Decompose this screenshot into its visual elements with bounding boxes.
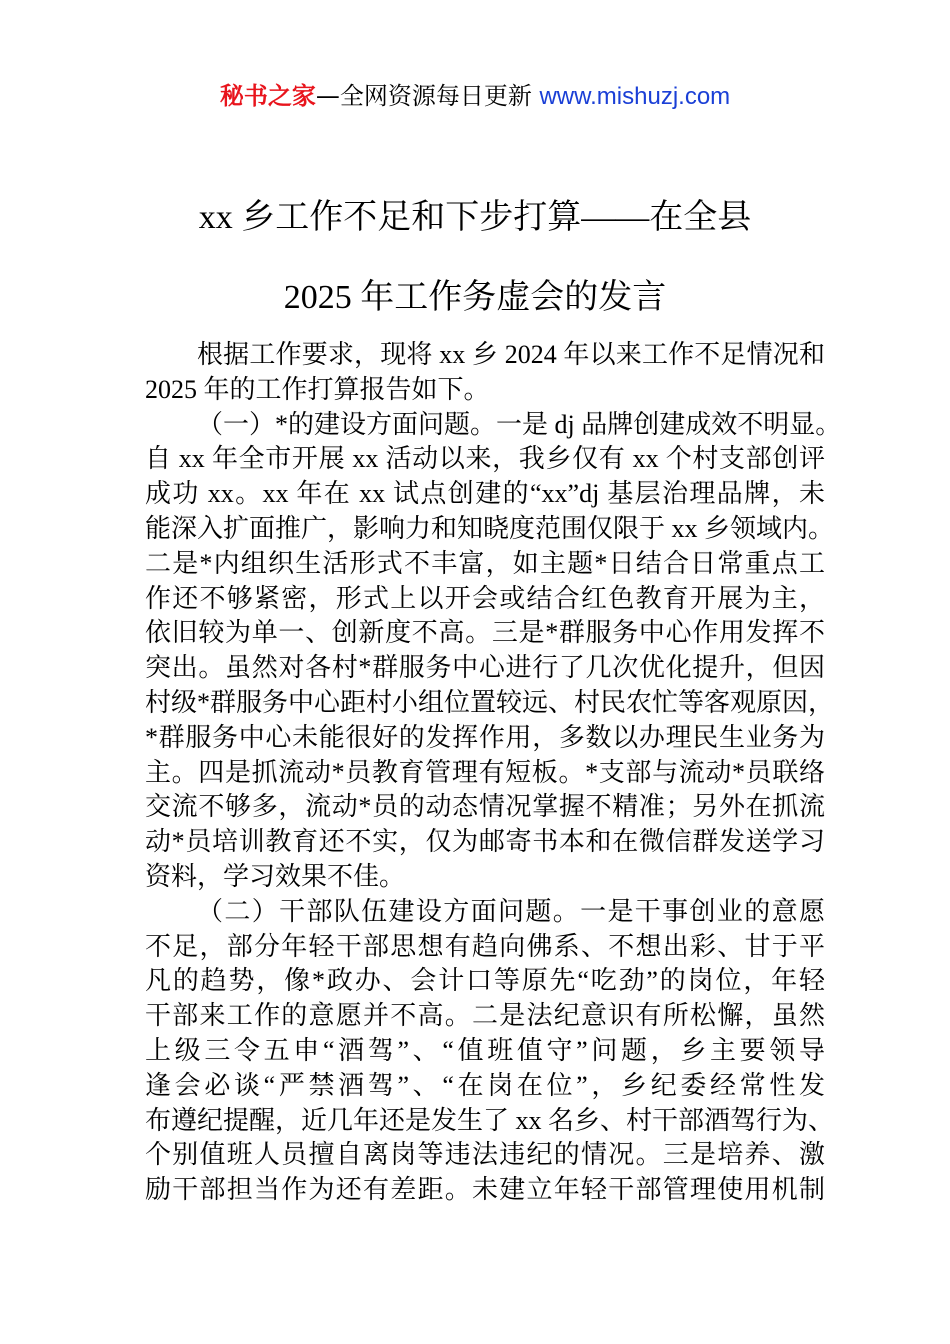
body-line: 村级*群服务中心距村小组位置较远、村民农忙等客观原因， — [145, 687, 835, 717]
body-line: （二）干部队伍建设方面问题。一是干事创业的意愿 — [197, 896, 825, 926]
body-line: 依旧较为单一、创新度不高。三是*群服务中心作用发挥不 — [145, 618, 825, 648]
body-line: 逢会必谈“严禁酒驾”、“在岗在位”，乡纪委经常性发 — [145, 1070, 825, 1100]
body-line: 2025 年的工作打算报告如下。 — [145, 374, 490, 404]
title-line-1: xx 乡工作不足和下步打算——在全县 — [198, 199, 752, 236]
body-line: 自 xx 年全市开展 xx 活动以来，我乡仅有 xx 个村支部创评 — [145, 444, 825, 474]
body-line: 动*员培训教育还不实，仅为邮寄书本和在微信群发送学习 — [145, 827, 825, 857]
body-line: 励干部担当作为还有差距。未建立年轻干部管理使用机制 — [145, 1175, 825, 1205]
body-line: 个别值班人员擅自离岗等违法违纪的情况。三是培养、激 — [145, 1140, 825, 1170]
body-line: 作还不够紧密，形式上以开会或结合红色教育开展为主， — [145, 583, 825, 613]
site-tagline: —全网资源每日更新 — [315, 82, 532, 110]
document-body — [145, 338, 842, 1208]
site-url-link[interactable]: www.mishuzj.com — [539, 83, 731, 110]
body-line: 凡的趋势，像*政办、会计口等原先“吃劲”的岗位，年轻 — [145, 966, 825, 996]
site-name: 秘书之家 — [219, 82, 316, 110]
body-line: 交流不够多，流动*员的动态情况掌握不精准；另外在抓流 — [145, 792, 825, 822]
document-title — [0, 178, 950, 338]
body-line: 根据工作要求，现将 xx 乡 2024 年以来工作不足情况和 — [197, 340, 825, 369]
body-line: 突出。虽然对各村*群服务中心进行了几次优化提升，但因 — [145, 653, 825, 683]
body-line: 上级三令五申“酒驾”、“值班值守”问题，乡主要领导 — [145, 1035, 825, 1065]
body-line: 成功 xx。xx 年在 xx 试点创建的“xx”dj 基层治理品牌，未 — [145, 479, 825, 509]
title-line-2: 2025 年工作务虚会的发言 — [283, 279, 667, 316]
body-line: 二是*内组织生活形式不丰富，如主题*日结合日常重点工 — [145, 548, 825, 578]
body-line: 干部来工作的意愿并不高。二是法纪意识有所松懈，虽然 — [145, 1001, 825, 1031]
watermark-header — [0, 80, 950, 113]
body-line: 主。四是抓流动*员教育管理有短板。*支部与流动*员联络 — [145, 757, 825, 787]
body-line: 布遵纪提醒，近几年还是发生了 xx 名乡、村干部酒驾行为、 — [145, 1105, 835, 1135]
body-line: （一）*的建设方面问题。一是 dj 品牌创建成效不明显。 — [197, 409, 842, 439]
body-line: *群服务中心未能很好的发挥作用，多数以办理民生业务为 — [145, 722, 825, 752]
body-line: 不足，部分年轻干部思想有趋向佛系、不想出彩、甘于平 — [145, 931, 825, 961]
body-line: 能深入扩面推广，影响力和知晓度范围仅限于 xx 乡领域内。 — [145, 513, 835, 543]
body-line: 资料，学习效果不佳。 — [145, 861, 406, 891]
